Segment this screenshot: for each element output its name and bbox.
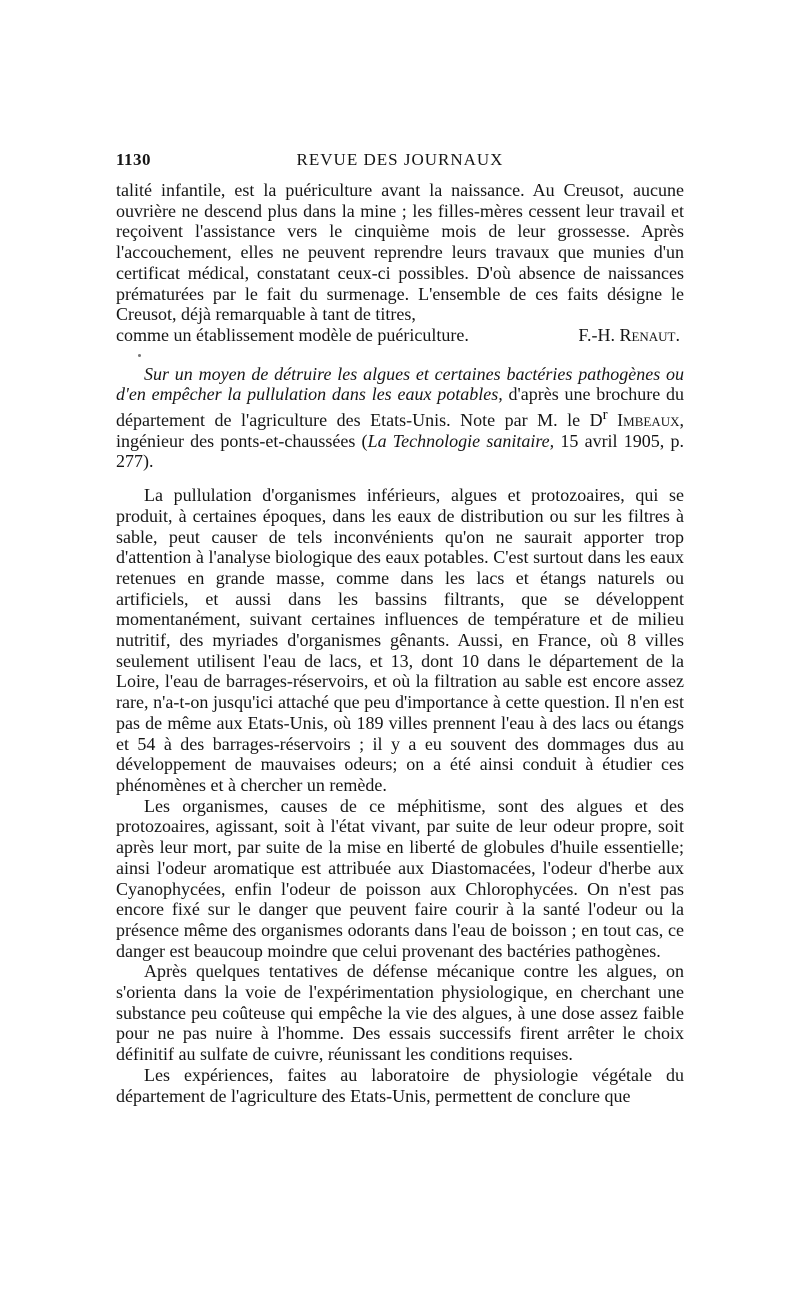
dr-superscript: r bbox=[602, 407, 608, 424]
paragraph: Les organismes, causes de ce méphitisme, sont des algues et des protozoaires, agissant, soit à l'état vivant, par suite de leur odeur propre, soit après leur mort, par suite de la mise en liberté de globules d'huile essentielle; ainsi l'odeur aromatique est attribuée aux Diastomacées, l'odeur d'herbe aux Cyanophycées, enfin l'odeur de poisson aux Chlorophycées. On n'est pas encore fixé sur le danger que peuvent faire courir à la santé l'odeur ou la présence même des organismes odorants dans l'eau de boisson ; en tout cas, ce danger est beaucoup moindre que celui provenant des bactéries pathogènes. bbox=[116, 795, 684, 961]
author-role: ingénieur des ponts-et-chaussées ( bbox=[116, 430, 368, 451]
running-head bbox=[116, 150, 684, 174]
article-title: Sur un moyen de détruire les algues et certaines bactéries pathogènes ou d'en empêcher la pullulation dans les eaux potables, bbox=[116, 363, 684, 405]
article-source: d'après une brochure du département de l'agriculture des Etats-Unis. Note par M. le D bbox=[116, 384, 684, 431]
body-text bbox=[116, 180, 684, 1106]
article-author: Imbeaux, bbox=[617, 410, 684, 431]
source-journal: La Technologie sanitaire, bbox=[367, 430, 555, 451]
signature-line bbox=[116, 325, 684, 346]
closing-text: comme un établissement modèle de puériculture. bbox=[116, 324, 469, 345]
signature-name: Renaut. bbox=[619, 324, 680, 345]
continued-paragraph: talité infantile, est la puériculture avant la naissance. Au Creusot, aucune ouvrière ne descend plus dans la mine ; les filles-mères cessent leur travail et reçoivent l'assistance vers le cinquième mois de leur grossesse. Après l'accouchement, elles ne peuvent reprendre leurs travaux que munies d'un certificat médical, constatant ceux-ci possibles. D'où absence de naissances prématurées par le fait du surmenage. L'ensemble de ces faits désigne le Creusot, déjà remarquable à tant de titres, bbox=[116, 180, 684, 325]
citation-date: 15 avril 1905, p. 277). bbox=[116, 430, 684, 472]
paragraph: La pullulation d'organismes inférieurs, algues et protozoaires, qui se produit, à certaines époques, dans les eaux de distribution ou sur les filtres à sable, peut causer de tels inconvénients qu'on ne saurait apporter trop d'attention à l'analyse biologique des eaux potables. C'est surtout dans les eaux retenues en grande masse, comme dans les lacs et étangs naturels ou artificiels, et aussi dans les bassins filtrants, que se développent momentanément, suivant certaines influences de température et de milieu nutritif, des myriades d'organismes gênants. Aussi, en France, où 8 villes seulement utilisent l'eau de lacs, et 13, dont 10 dans le département de la Loire, l'eau de barrages-réservoirs, et où la filtration au sable est encore assez rare, n'a-t-on jusqu'ici attaché que peu d'importance à cette question. Il n'en est pas de même aux Etats-Unis, où 189 villes prennent l'eau à des lacs ou étangs et 54 à des barrages-réservoirs ; il y a eu souvent des dommages dus au développement de mauvaises odeurs; on a été ainsi conduit à étudier ces phénomènes et à chercher un remède. bbox=[116, 485, 684, 795]
journal-title: REVUE DES JOURNAUX bbox=[296, 150, 504, 169]
paragraph: Les expériences, faites au laboratoire de physiologie végétale du département de l'agriculture des Etats-Unis, permettent de conclure que bbox=[116, 1064, 684, 1106]
article-heading bbox=[116, 364, 684, 473]
signature-initials: F.-H. bbox=[578, 324, 615, 345]
page-number: 1130 bbox=[116, 150, 152, 169]
signature bbox=[578, 325, 680, 346]
paragraph: Après quelques tentatives de défense mécanique contre les algues, on s'orienta dans la voie de l'expérimentation physiologique, en cherchant une substance peu coûteuse qui empêche la vie des algues, à une dose assez faible pour ne pas nuire à l'homme. Des essais successifs firent arrêter le choix définitif au sulfate de cuivre, réunissant les conditions requises. bbox=[116, 961, 684, 1065]
